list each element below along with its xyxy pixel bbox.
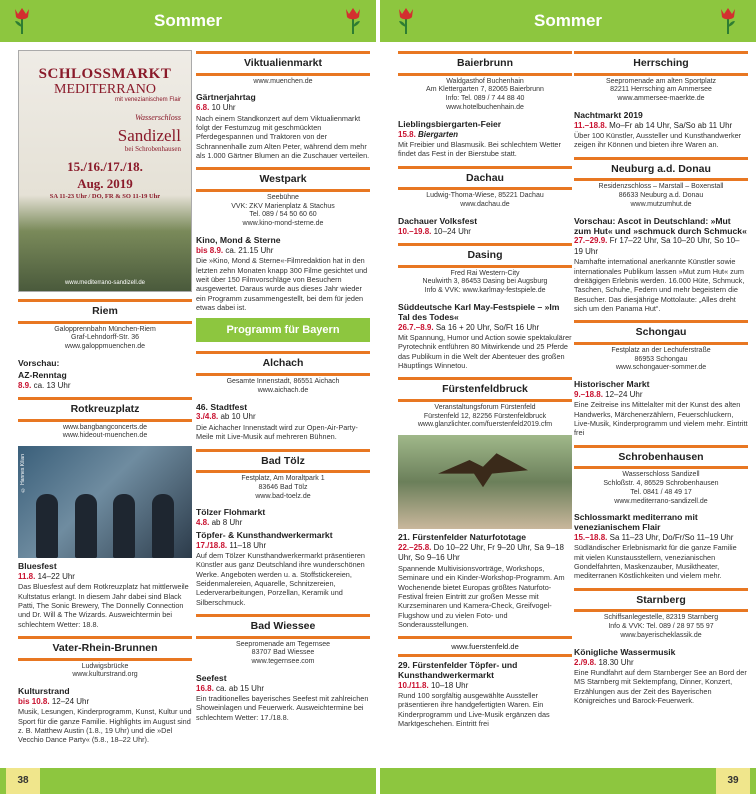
footer-bar-right: [380, 768, 756, 794]
eagle-photo: [398, 435, 572, 529]
event-description: Die »Kino, Mond & Sterne«-Filmredaktion hat in den letzten zehn Monaten knapp 300 Filme gesichtet und weit über 150 Filmvorschläge von Besuchern ausgewertet. Daraus wurde aus dieses Jahr wieder ein Programm zusammengestellt, bei dem für jeden etwas dabei ist.: [196, 256, 368, 312]
footer-bar-left: [0, 768, 376, 794]
section-heading: Starnberg: [574, 587, 748, 615]
event-description: Rund 100 sorgfältig ausgewählte Aussteller präsentieren ihre handgefertigten Waren. Ein Kinderprogramm und Live-Musik ergänzen das Marktgeschehen. Eintritt frei: [398, 691, 550, 729]
event-title: Kulturstrand: [18, 686, 70, 697]
program-banner: Programm für Bayern: [196, 318, 370, 342]
poster-subtitle: MEDITERRANO: [54, 82, 156, 97]
event-date: 27.–29.9. Fr 17–22 Uhr, Sa 10–20 Uhr, So 10–19 Uhr: [574, 236, 740, 256]
poster-venue-3: bei Schrobenhausen: [124, 145, 181, 153]
event-date: 6.8. 10 Uhr: [196, 103, 236, 113]
event-description: Namhafte international anerkannte Künstler sowie internationales Publikum lassen »Mut zum Hut« zum dreitägigen Erlebnis werden. 16.000 Hüte, Schmuck, Taschen, Schuhe, Federn und mehr begeistern die Besucher. Das diesjährige Mottolaute: „Alles dreht sich um den Panama Hut“.: [574, 257, 745, 313]
event-description: Eine Zeitreise ins Mittelalter mit der Kunst des alten Handwerks, Märchenerzählern, Feuerschluckern, Live-Musik, Kinderprogramm und vielem mehr. Eintritt frei: [574, 400, 748, 438]
event-title: Vorschau:: [18, 357, 60, 368]
event-date: 15.8. Biergarten: [398, 129, 459, 139]
address-block: Wasserschloss Sandizell Schloßstr. 4, 86529 Schrobenhausen Tel. 0841 / 48 49 17 www.mediterrano-sandizell.de: [603, 471, 719, 505]
address-block: Festplatz an der Lechuferstraße 86953 Schongau www.schongauer-sommer.de: [611, 346, 711, 372]
event-date: bis 8.9. ca. 21.15 Uhr: [196, 245, 274, 255]
tulip-icon: [718, 5, 738, 35]
header-bar-left: [0, 0, 376, 42]
event-description: Über 100 Künstler, Aussteller und Kunsthandwerker zeigen ihr Können und bieten ihre Waren an.: [574, 131, 742, 150]
event-date: 9.–18.8. 12–24 Uhr: [574, 389, 643, 399]
event-title: Tölzer Flohmarkt: [196, 507, 266, 518]
address-block: Schiffsanlegestelle, 82319 Starnberg Info & VVK: Tel. 089 / 28 97 55 97 www.bayerischeklassik.de: [603, 614, 719, 639]
event-date: 3./4.8. ab 10 Uhr: [196, 412, 256, 422]
address-block: Seepromenade am Tegernsee 83707 Bad Wiessee www.tegernsee.com: [235, 640, 331, 666]
poster-tagline: mit venezianischem Flair: [114, 97, 181, 103]
event-description: Mit Freibier und Blasmusik. Bei schlechtem Wetter findet das Fest in der Bierstube statt.: [398, 139, 561, 159]
event-date: 22.–25.8. Do 10–22 Uhr, Fr 9–20 Uhr, Sa 9–18 Uhr, So 9–16 Uhr: [398, 543, 564, 563]
address-block: Waldgasthof Buchenhain Am Klettergarten 7, 82065 Baierbrunn Info: Tel. 089 / 7 44 88 40 www.hotelbuchenhain.de: [426, 77, 544, 111]
poster-hours: SA 11-23 Uhr / DO, FR & SO 11-19 Uhr: [49, 193, 161, 200]
event-date: 11.8. 14–22 Uhr: [18, 572, 75, 582]
event-title: Königliche Wassermusik: [574, 646, 676, 657]
event-date: 17./18.8. 11–18 Uhr: [196, 540, 267, 550]
address-block: Gesamte Innenstadt, 86551 Aichach www.aichach.de: [226, 378, 340, 394]
event-title: Töpfer- & Kunsthandwerkermarkt: [196, 529, 333, 540]
event-title: Nachtmarkt 2019: [574, 109, 643, 120]
tulip-icon: [343, 5, 363, 35]
event-description: Musik, Lesungen, Kinderprogramm, Kunst, Kultur und Sport für die ganze Familie. Highlights im August sind z. B. Matthew Austin (1.8., 19 Uhr) und die »Del Vecchio Dance Party« (5.8., 18–22 Uhr).: [18, 707, 192, 745]
column-3: [398, 50, 572, 734]
event-date: 2./9.8. 18.30 Uhr: [574, 657, 634, 667]
event-description: Mit Spannung, Humor und Action sowie spektakulärer Pyrotechnik entführen 80 Mitwirkende und 25 Pferde das Publikum in die Welt der Abenteuer des großen Häuptlings Winnetou.: [398, 333, 572, 370]
section-heading: Neuburg a.d. Donau: [574, 156, 748, 184]
address-block: Galopprennbahn München-Riem Graf-Lehndorff-Str. 36 www.galoppmuenchen.de: [54, 325, 156, 351]
event-description: Eine Rundfahrt auf dem Starnberger See an Bord der MS Starnberg mit Sektempfang, Dinner, Konzert, Erzählungen aus der Zeit des Bayerischen Königreiches und Barock-Feuerwerk.: [574, 667, 747, 705]
event-title: 21. Fürstenfelder Naturfototage: [398, 532, 526, 543]
poster-url: www.mediterrano-sandizell.de: [64, 280, 146, 287]
event-title: Historischer Markt: [574, 379, 650, 390]
event-date: 10./11.8. 10–18 Uhr: [398, 680, 469, 690]
address-block: Veranstaltungsforum Fürstenfeld Fürstenfeld 12, 82256 Fürstenfeldbruck www.glanzlichter.com/fuerstenfeld2019.cfm: [417, 403, 553, 429]
section-heading: Dasing: [398, 242, 572, 270]
event-description: Auf dem Tölzer Kunsthandwerkermarkt präsentieren Künstler aus ganz Deutschland ihre wunderschönen Werke. Angeboten werden u. a. Stoffstickereien, Seidenmalereien, Aquarelle, Schnitzereien, Lederverarbeitungen, Porzellan, Keramik und Silberschmuck.: [196, 550, 365, 607]
event-date: bis 10.8. 12–24 Uhr: [18, 697, 90, 707]
event-date: 26.7.–8.9. Sa 16 + 20 Uhr, So/Ft 16 Uhr: [398, 322, 540, 332]
address-block: www.bangbangconcerts.de www.hideout-muenchen.de: [62, 423, 148, 440]
section-heading: Bad Wiessee: [196, 613, 370, 641]
event-description: Die Aichacher Innenstadt wird zur Open-Air-Party-Meile mit Live-Musik auf mehreren Bühnen.: [196, 422, 358, 442]
column-1: [18, 50, 192, 751]
section-heading: Alchach: [196, 350, 370, 378]
address-block: www.muenchen.de: [253, 77, 313, 85]
event-title: Bluesfest: [18, 561, 57, 572]
event-description: Spannende Multivisionsvorträge, Workshops, Seminare und ein Kinder-Workshop-Programm. Am Wochenende bietet Europas größtes Naturfoto-Festival freien Eintritt zur großen Messe mit Kurzseminaren und Kamera-Check, Greifvogel-Flugshow und zu vielen Foto- und Sonderausstellungen.: [398, 563, 565, 629]
section-heading: Schongau: [574, 319, 748, 347]
address-block: Ludwigsbrücke www.kulturstrand.org: [72, 662, 138, 679]
address-block: Residenzschloss – Marstall – Boxenstall 86633 Neuburg a.d. Donau www.mutzumhut.de: [598, 183, 724, 208]
event-date: 11.–18.8. Mo–Fr ab 14 Uhr, Sa/So ab 11 Uhr: [574, 120, 733, 130]
poster-dates: 15./16./17./18.: [67, 159, 143, 174]
section-heading: Riem: [18, 298, 192, 326]
event-title: Lieblingsbiergarten-Feier: [398, 118, 502, 129]
address-block: Ludwig-Thoma-Wiese, 85221 Dachau www.dachau.de: [426, 192, 544, 208]
event-date: 8.9. ca. 13 Uhr: [18, 380, 71, 390]
address-block: Festplatz, Am Moraltpark 1 83646 Bad Tölz www.bad-toelz.de: [241, 475, 325, 500]
section-heading: Dachau: [398, 165, 572, 193]
event-title: Seefest: [196, 672, 227, 683]
event-date: 15.–18.8. Sa 11–23 Uhr, Do/Fr/So 11–19 Uhr: [574, 533, 734, 543]
section-heading: Rotkreuzplatz: [18, 396, 192, 424]
address-block: Seebühne VVK: ZKV Marienplatz & Stachus Tel. 089 / 54 50 60 60 www.kino-mond-sterne.de: [231, 193, 335, 228]
header-title-right: Sommer: [533, 11, 603, 30]
poster-venue-2: Sandizell: [117, 126, 181, 145]
address-block: Fred Rai Western-City Neulwirth 3, 86453 Dasing bei Augsburg Info & VVK: www.karlmay-festspiele.de: [422, 269, 548, 295]
section-heading: Vater-Rhein-Brunnen: [18, 635, 192, 663]
event-description: Ein traditionelles bayerisches Seefest mit zahlreichen Showeinlagen und Feuerwerk. Ausweichtermine bei schlechtem Wetter: 17./18.8.: [196, 694, 369, 722]
page-number-right: 39: [716, 768, 750, 794]
section-heading: Bad Tölz: [196, 448, 370, 476]
section-heading: Viktualienmarkt: [196, 50, 370, 78]
column-4: [574, 50, 748, 711]
address-block: Seepromenade am alten Sportplatz 82211 Herrsching am Ammersee www.ammersee-maerkte.de: [605, 77, 717, 103]
event-description: Das Bluesfest auf dem Rotkreuzplatz hat mittlerweile Kultstatus erlangt. In diesem Jahr dabei sind Black Patti, The Sonic Brewery, The Donnelly Connection und Dr. Will & The Wizards. Ausweichtermin bei schlechtem Wetter: 18.8.: [18, 582, 189, 629]
event-title: 29. Fürstenfelder Töpfer- und Kunsthandwerkermarkt: [398, 659, 518, 680]
schlossmarkt-poster: [18, 50, 192, 292]
event-title: Vorschau: Ascot in Deutschland: »Mut zum Hut« und »schmuck durch Schmuck«: [574, 215, 747, 236]
event-title: Schlossmarkt mediterrano mit venezianischem Flair: [574, 512, 698, 533]
section-heading: Westpark: [196, 166, 370, 194]
event-date: 16.8. ca. ab 15 Uhr: [196, 683, 265, 693]
event-title: AZ-Renntag: [18, 369, 67, 380]
section-heading: Fürstenfeldbruck: [398, 376, 572, 404]
event-description: Südländischer Erlebnismarkt für die ganze Familie mit vielen Kunstausstellern, venezianischen Gondelfahrten, Maskenzauber, Musiktheater, mediterranen Köstlichkeiten und vielem mehr.: [574, 543, 737, 581]
event-title: Kino, Mond & Sterne: [196, 234, 281, 245]
event-title: Süddeutsche Karl May-Festspiele – »Im Tal des Todes«: [398, 301, 560, 322]
event-title: 46. Stadtfest: [196, 401, 248, 412]
section-heading: www.fuerstenfeld.de: [398, 635, 572, 659]
photo-credit: © Hannes Kilian: [20, 454, 26, 493]
event-title: Dachauer Volksfest: [398, 215, 478, 226]
page-number-left: 38: [6, 768, 40, 794]
event-description: Nach einem Standkonzert auf dem Viktualienmarkt folgt der Festumzug mit geschmückten Pferdegespannen und Traktoren von der Schrannenhalle zum Alten Peter, während dem mehr als 1.000 Gärtner Blumen an die Zuschauer verteilen.: [196, 113, 370, 160]
poster-venue-1: Wasserschloss: [135, 113, 181, 122]
event-date: 4.8. ab 8 Uhr: [196, 518, 243, 528]
column-2: [196, 50, 370, 728]
header-title-left: Sommer: [153, 11, 223, 30]
section-heading: Herrsching: [574, 50, 748, 78]
header-bar-right: [380, 0, 756, 42]
band-photo: [18, 446, 192, 558]
poster-month: Aug. 2019: [77, 176, 133, 191]
event-title: Gärtnerjahrtag: [196, 92, 256, 103]
section-heading: Baierbrunn: [398, 50, 572, 78]
poster-title: SCHLOSSMARKT: [38, 66, 172, 82]
section-heading: Schrobenhausen: [574, 444, 748, 472]
event-date: 10.–19.8. 10–24 Uhr: [398, 226, 471, 236]
